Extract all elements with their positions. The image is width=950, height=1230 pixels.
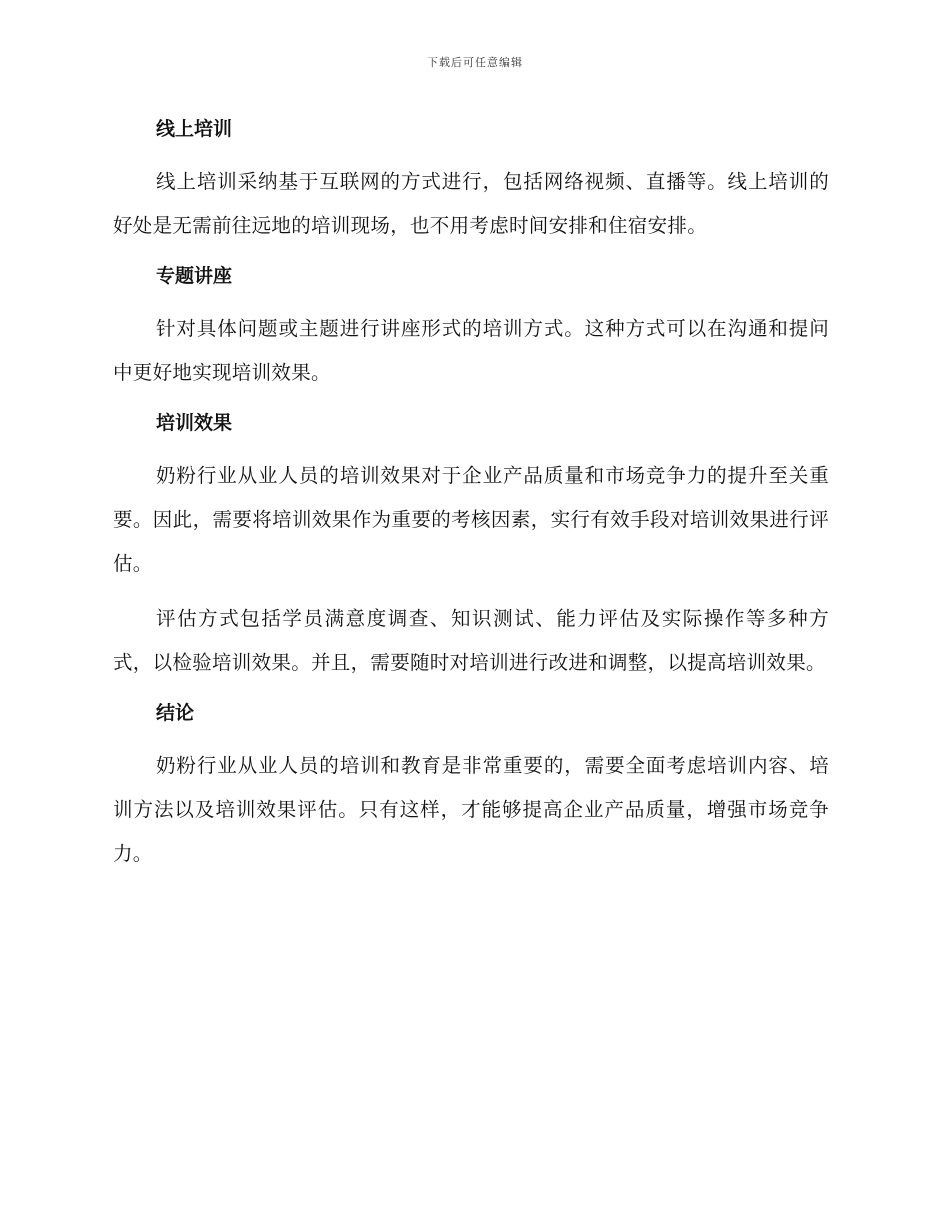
section-heading-conclusion: 结论 (156, 702, 195, 724)
paragraph-conclusion: 奶粉行业从业人员的培训和教育是非常重要的，需要全面考虑培训内容、培训方法以及培训效果评估。只有这样，才能够提高企业产品质量，增强市场竞争力。 (113, 754, 829, 865)
page-header-note: 下载后可任意编辑 (427, 56, 523, 69)
section-heading-lectures: 专题讲座 (156, 265, 233, 287)
paragraph-online-training: 线上培训采纳基于互联网的方式进行，包括网络视频、直播等。线上培训的好处是无需前往远地的培训现场，也不用考虑时间安排和住宿安排。 (113, 170, 829, 237)
paragraph-training-effect-1: 奶粉行业从业人员的培训效果对于企业产品质量和市场竞争力的提升至关重要。因此，需要将培训效果作为重要的考核因素，实行有效手段对培训效果进行评估。 (113, 464, 829, 575)
section-heading-training-effect: 培训效果 (156, 412, 233, 434)
paragraph-lectures: 针对具体问题或主题进行讲座形式的培训方式。这种方式可以在沟通和提问中更好地实现培训效果。 (113, 317, 829, 384)
paragraph-training-effect-2: 评估方式包括学员满意度调查、知识测试、能力评估及实际操作等多种方式，以检验培训效果。并且，需要随时对培训进行改进和调整，以提高培训效果。 (113, 607, 829, 674)
section-heading-online-training: 线上培训 (156, 118, 233, 140)
document-body (113, 112, 829, 876)
